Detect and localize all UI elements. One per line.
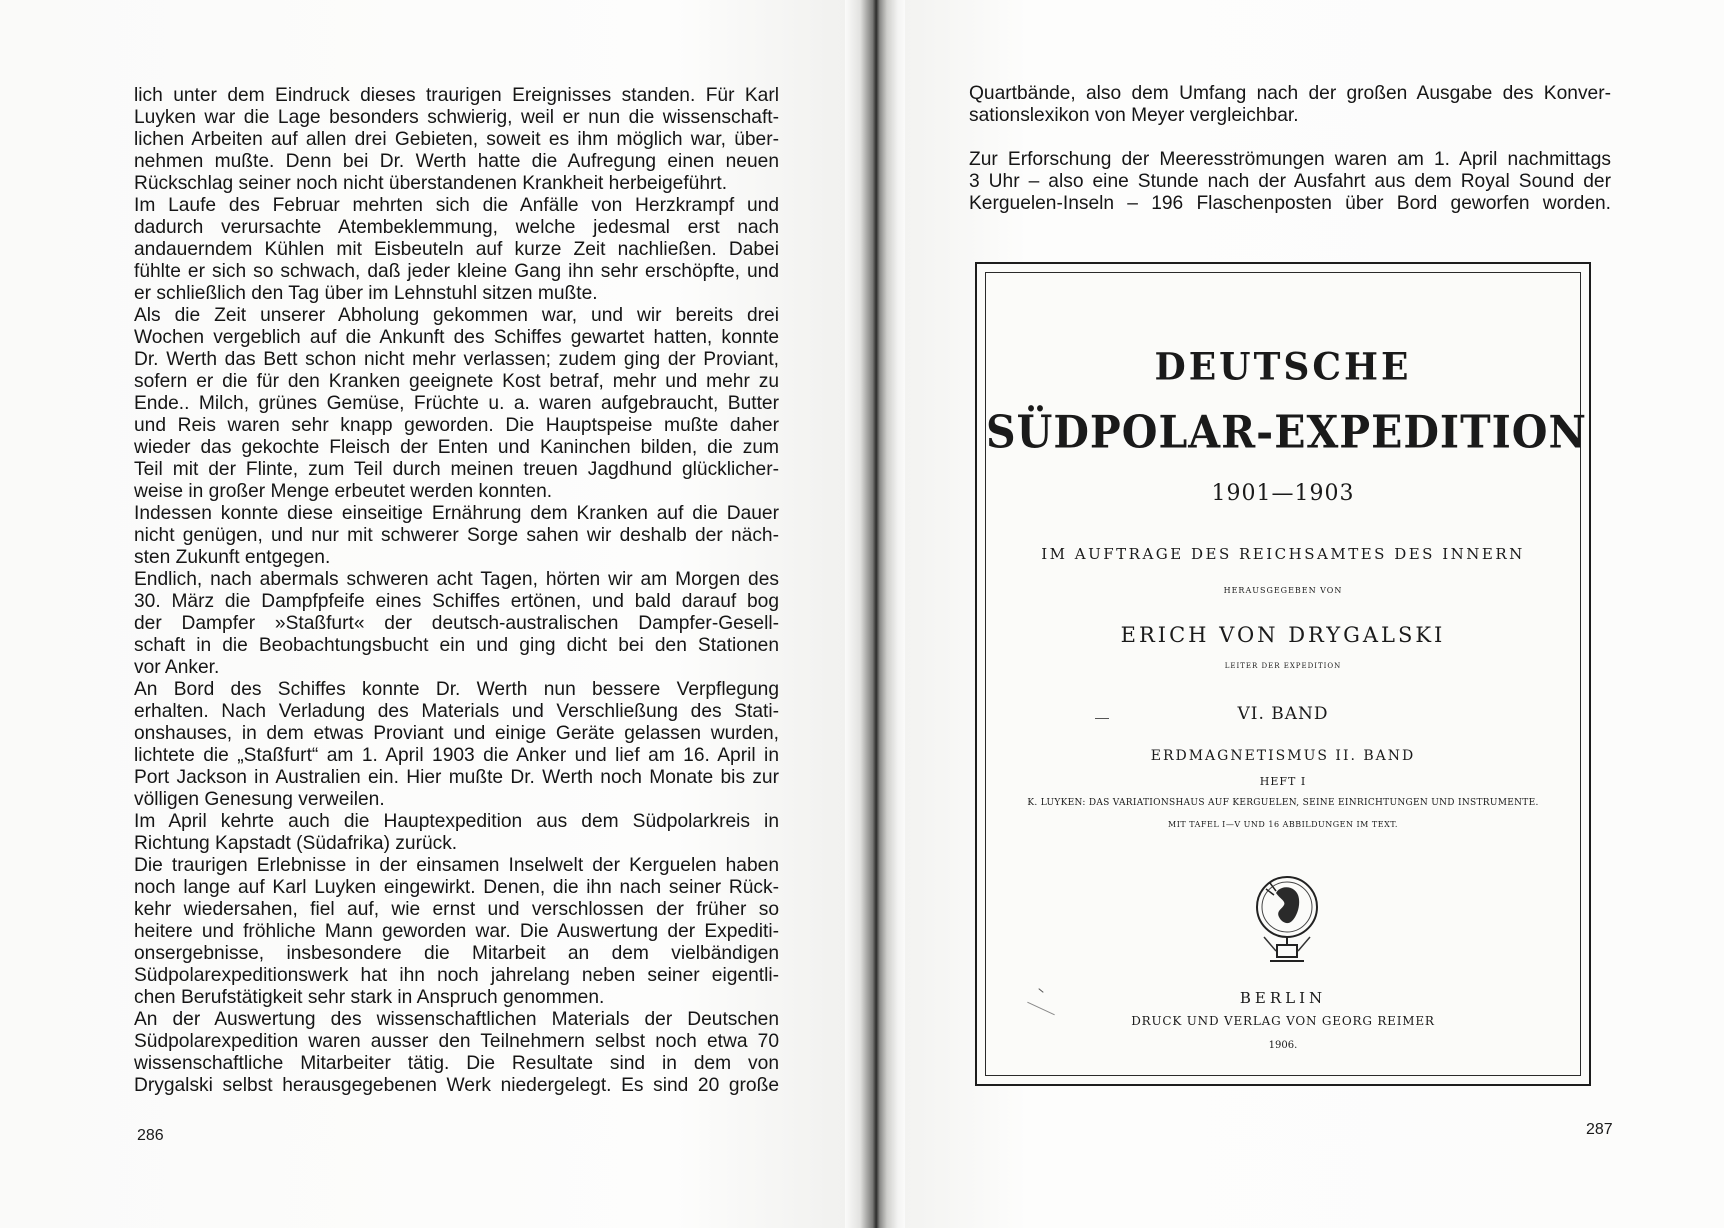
facsimile-publisher: DRUCK UND VERLAG VON GEORG REIMER: [1131, 1014, 1435, 1028]
text-line: schaft in die Beobachtungsbucht ein und ging dicht bei den Stationen: [134, 635, 779, 656]
facsimile-inner-border: [985, 272, 1587, 1076]
text-line: Im April kehrte auch die Hauptexpedition aus dem Südpolarkreis in: [134, 811, 779, 832]
facsimile-years: 1901—1903: [1211, 481, 1355, 506]
text-line: fühlte er sich so schwach, daß jeder kleine Gang ihn sehr erschöpfte, und: [134, 261, 779, 282]
text-line: onshauses, in dem etwas Proviant und einige Geräte gelassen wurden,: [134, 723, 779, 744]
text-line: Luyken war die Lage besonders schwierig, weil er nun die wissenschaft-: [134, 107, 779, 128]
text-line: weise in großer Menge erbeutet werden konnten.: [134, 481, 553, 502]
publisher-emblem-icon: [1246, 871, 1328, 969]
text-line: er schließlich den Tag über im Lehnstuhl sitzen mußte.: [134, 283, 598, 304]
text-line: dadurch verursachte Atembeklemmung, welche jedesmal erst nach: [134, 217, 779, 238]
text-line: 3 Uhr – also eine Stunde nach der Ausfahrt aus dem Royal Sound der: [969, 171, 1611, 192]
text-line: nicht genügen, und nur mit schwerer Sorge sahen wir deshalb der näch-: [134, 525, 779, 546]
facsimile-contents: K. LUYKEN: DAS VARIATIONSHAUS AUF KERGUELEN, SEINE EINRICHTUNGEN UND INSTRUMENTE.: [1027, 798, 1539, 808]
text-line: Kerguelen-Inseln – 196 Flaschenposten über Bord geworfen worden.: [969, 193, 1611, 214]
facsimile-band: VI. BAND: [1237, 704, 1329, 724]
text-line: der Dampfer »Staßfurt« der deutsch-australischen Dampfer-Gesell-: [134, 613, 779, 634]
text-line: kehr wiedersahen, fiel auf, wie ernst und verschlossen der früher so: [134, 899, 779, 920]
text-line: völligen Genesung verweilen.: [134, 789, 385, 810]
text-line: erhalten. Nach Verladung des Materials und Verschließung des Stati-: [134, 701, 779, 722]
facsimile-city: BERLIN: [1239, 989, 1327, 1007]
text-line: andauerndem Kühlen mit Eisbeuteln auf kurze Zeit nachließen. Dabei: [134, 239, 779, 260]
facsimile-title-line2: SÜDPOLAR-EXPEDITION: [986, 405, 1587, 459]
book-gutter: [845, 0, 905, 1228]
text-line: Teil mit der Flinte, zum Teil durch meinen treuen Jagdhund glücklicher-: [134, 459, 779, 480]
text-line: nehmen mußte. Denn bei Dr. Werth hatte die Aufregung einen neuen: [134, 151, 779, 172]
text-line: Im Laufe des Februar mehrten sich die Anfälle von Herzkrampf und: [134, 195, 779, 216]
text-line: Die traurigen Erlebnisse in der einsamen Inselwelt der Kerguelen haben: [134, 855, 779, 876]
facsimile-editor: ERICH VON DRYGALSKI: [1120, 623, 1446, 647]
text-line: heitere und fröhliche Mann geworden war. Die Auswertung der Expediti-: [134, 921, 779, 942]
right-paragraph-2: [969, 149, 1611, 215]
text-line: Quartbände, also dem Umfang nach der großen Ausgabe des Konver-: [969, 83, 1611, 104]
text-line: lich unter dem Eindruck dieses traurigen Ereignisses standen. Für Karl: [134, 85, 779, 106]
text-line: lichtete die „Staßfurt“ am 1. April 1903 die Anker und lief am 16. April in: [134, 745, 779, 766]
text-line: lichen Arbeiten auf allen drei Gebieten, soweit es ihm möglich war, über-: [134, 129, 779, 150]
text-line: wieder das gekochte Fleisch der Enten und Kaninchen bilden, die zum: [134, 437, 779, 458]
facsimile-subject: ERDMAGNETISMUS II. BAND: [1150, 748, 1416, 764]
text-line: sofern er die für den Kranken geeignete Kost betraf, mehr und mehr zu: [134, 371, 779, 392]
print-mark: [1095, 718, 1109, 719]
text-line: vor Anker.: [134, 657, 220, 678]
text-line: Port Jackson in Australien ein. Hier mußte Dr. Werth noch Monate bis zur: [134, 767, 779, 788]
facsimile-heft: HEFT I: [1259, 775, 1307, 788]
text-line: 30. März die Dampfpfeife eines Schiffes ertönen, und bald darauf bog: [134, 591, 779, 612]
facsimile-year: 1906.: [1268, 1040, 1298, 1051]
facsimile-title-line1: DEUTSCHE: [1154, 344, 1412, 390]
text-line: Richtung Kapstadt (Südafrika) zurück.: [134, 833, 458, 854]
right-page-body-text: [969, 83, 1611, 215]
right-paragraph-1: [969, 83, 1611, 127]
text-line: An der Auswertung des wissenschaftlichen Materials der Deutschen: [134, 1009, 779, 1030]
text-line: Dr. Werth das Bett schon nicht mehr verlassen; zudem ging der Proviant,: [134, 349, 779, 370]
facsimile-edited-by: HERAUSGEGEBEN VON: [1223, 586, 1343, 595]
text-line: Indessen konnte diese einseitige Ernährung dem Kranken auf die Dauer: [134, 503, 779, 524]
text-line: Endlich, nach abermals schweren acht Tagen, hörten wir am Morgen des: [134, 569, 779, 590]
facsimile-commission: IM AUFTRAGE DES REICHSAMTES DES INNERN: [1041, 545, 1525, 563]
facsimile-title-page: [975, 262, 1591, 1086]
text-line: Südpolarexpeditionswerk hat ihn noch jahrelang neben seiner eigentli-: [134, 965, 779, 986]
left-page-body-text: [134, 85, 779, 1097]
text-line: sten Zukunft entgegen.: [134, 547, 331, 568]
page-number-left: 286: [137, 1127, 164, 1144]
page-number-right: 287: [1586, 1121, 1613, 1138]
text-line: Ende.. Milch, grünes Gemüse, Früchte u. a. waren aufgebraucht, Butter: [134, 393, 779, 414]
text-line: Als die Zeit unserer Abholung gekommen war, und wir bereits drei: [134, 305, 779, 326]
text-line: wissenschaftliche Mitarbeiter tätig. Die Resultate sind in dem von: [134, 1053, 779, 1074]
text-line: und Reis waren sehr knapp geworden. Die Hauptspeise mußte daher: [134, 415, 779, 436]
text-line: chen Berufstätigkeit sehr stark in Anspruch genommen.: [134, 987, 605, 1008]
text-line: onsergebnisse, insbesondere die Mitarbeit an dem vielbändigen: [134, 943, 779, 964]
text-line: Zur Erforschung der Meeresströmungen waren am 1. April nachmittags: [969, 149, 1611, 170]
facsimile-editor-role: LEITER DER EXPEDITION: [1224, 662, 1342, 670]
text-line: sationslexikon von Meyer vergleichbar.: [969, 105, 1299, 126]
text-line: Südpolarexpedition waren ausser den Teilnehmern selbst noch etwa 70: [134, 1031, 779, 1052]
text-line: noch lange auf Karl Luyken eingewirkt. Denen, die ihn nach seiner Rück-: [134, 877, 779, 898]
text-line: Wochen vergeblich auf die Ankunft des Schiffes gewartet hatten, konnte: [134, 327, 779, 348]
text-line: An Bord des Schiffes konnte Dr. Werth nun bessere Verpflegung: [134, 679, 779, 700]
text-line: Rückschlag seiner noch nicht überstandenen Krankheit herbeigeführt.: [134, 173, 728, 194]
facsimile-plates: MIT TAFEL I—V UND 16 ABBILDUNGEN IM TEXT.: [1168, 820, 1398, 829]
text-line: Drygalski selbst herausgegebenen Werk niedergelegt. Es sind 20 große: [134, 1075, 779, 1096]
